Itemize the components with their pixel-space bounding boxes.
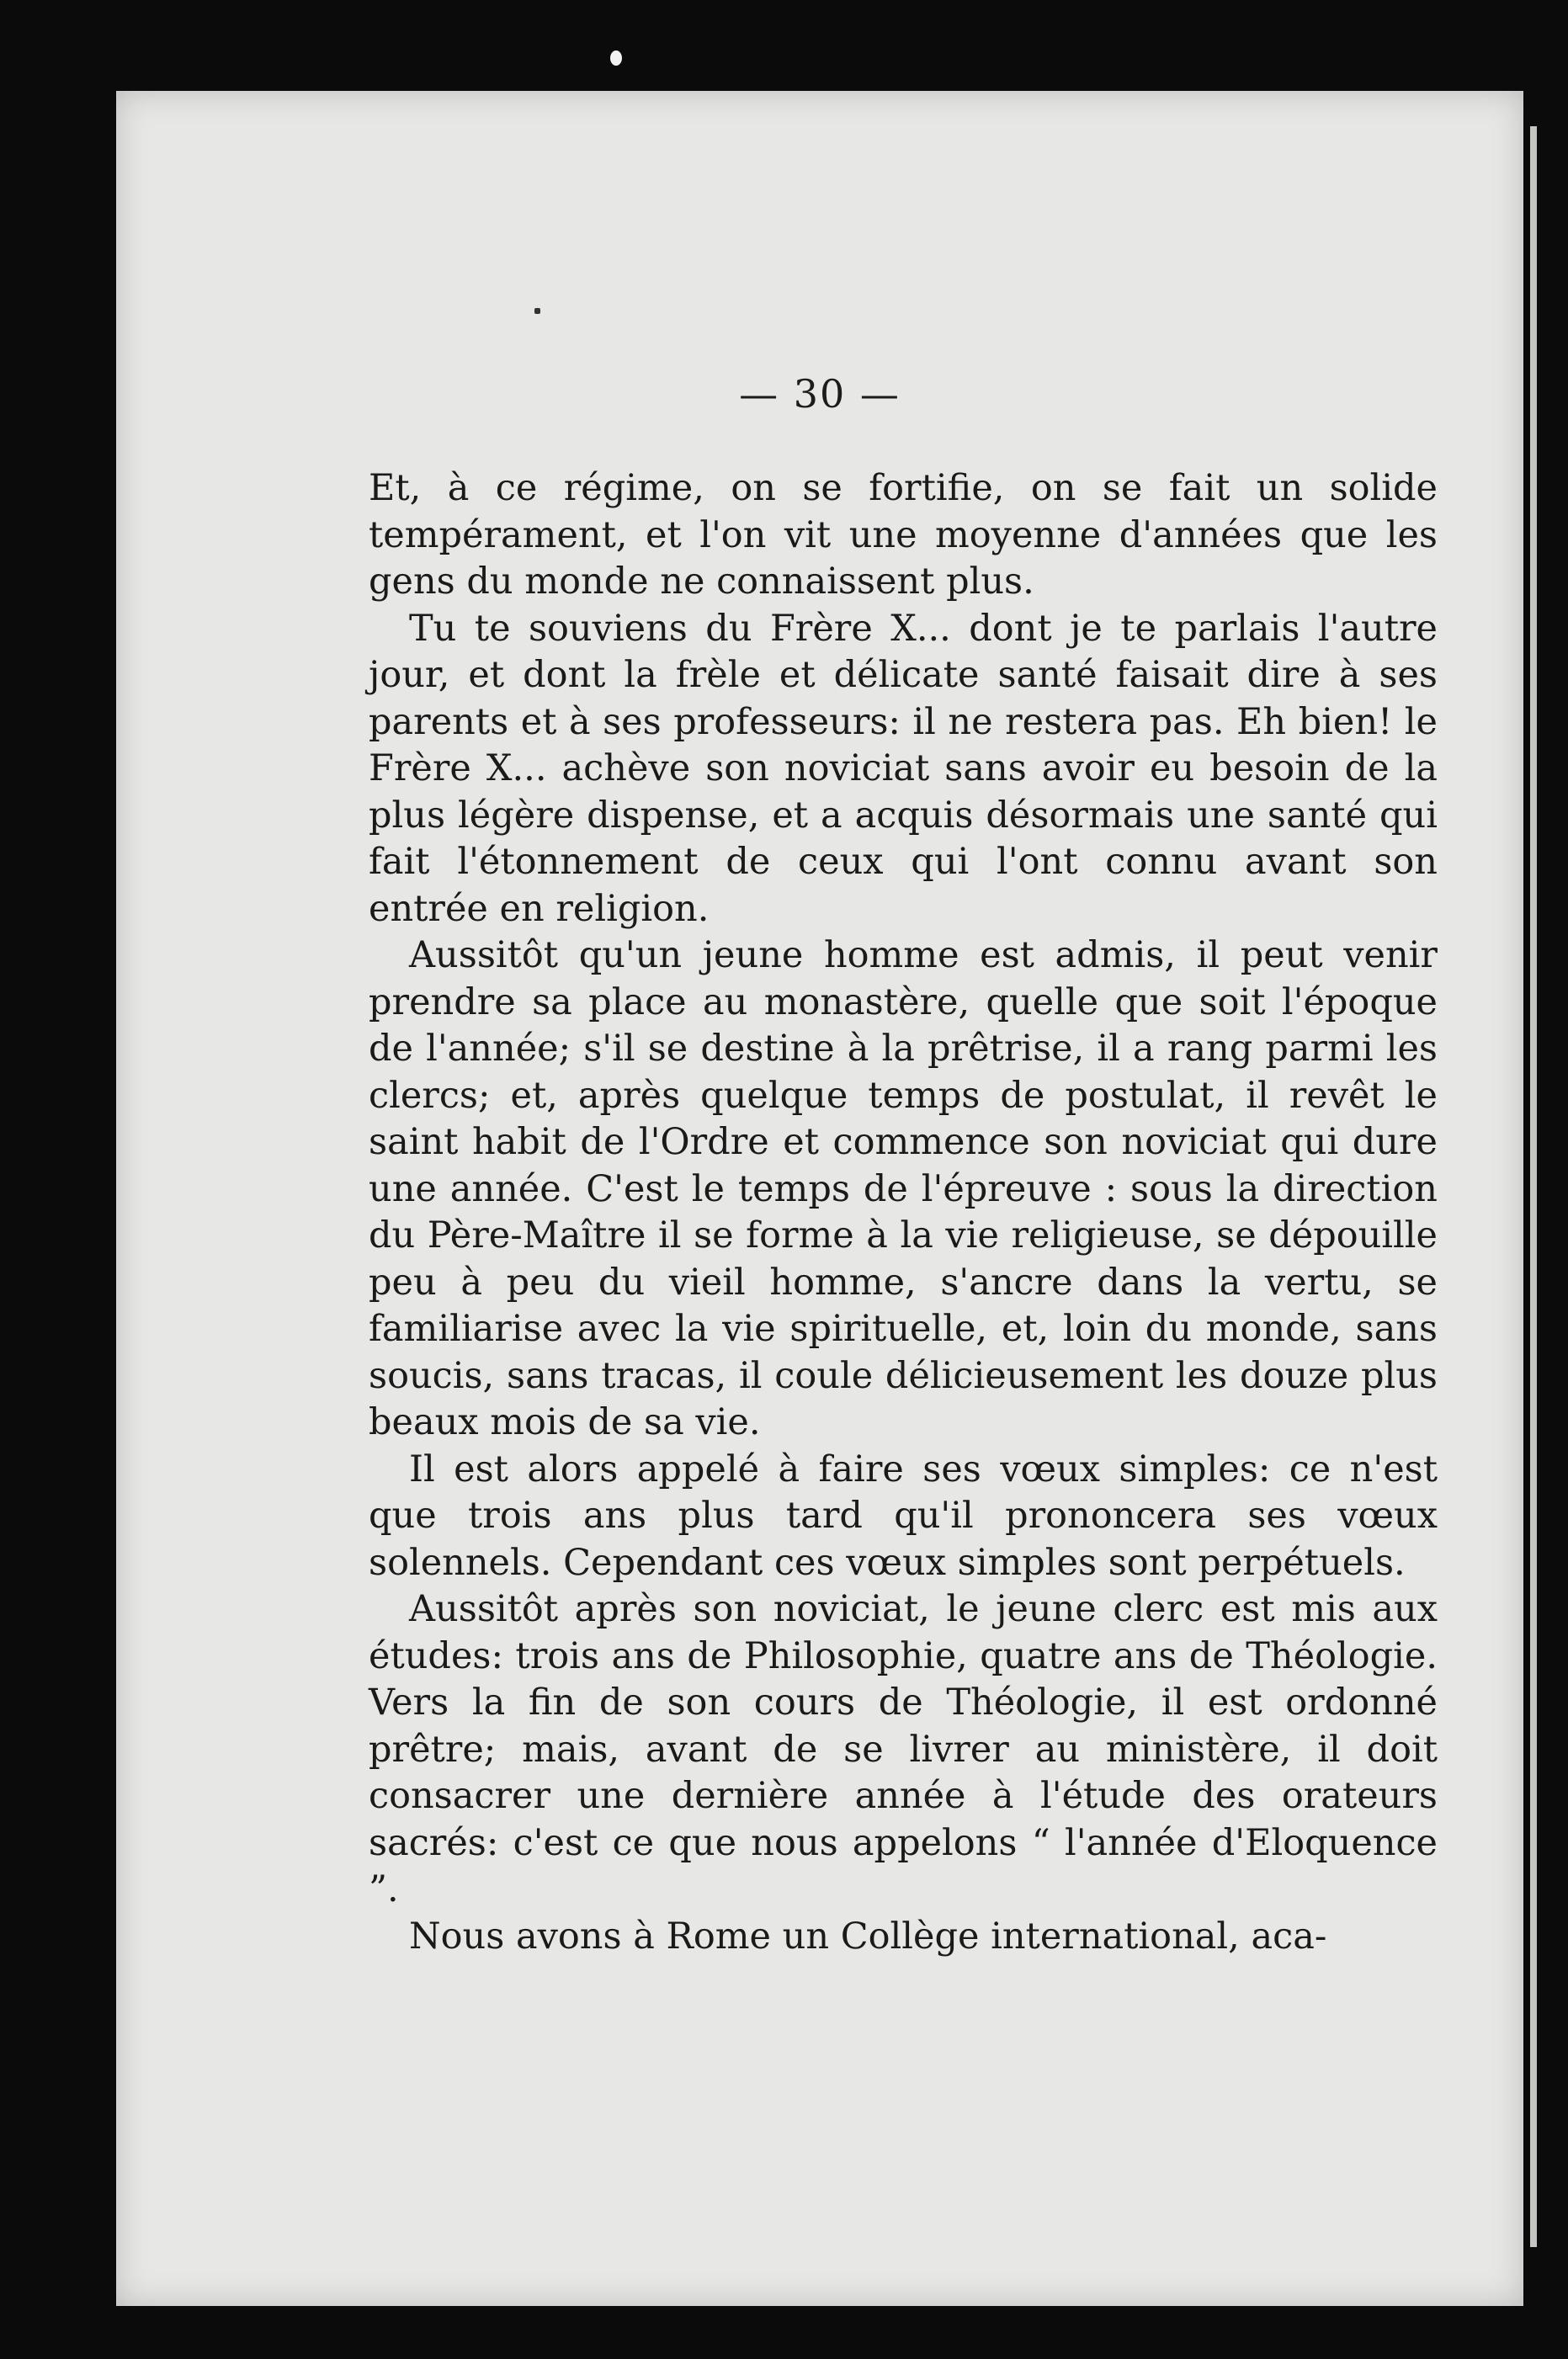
paragraph: Nous avons à Rome un Collège international, aca- [409,1915,1327,1958]
paragraph: Il est alors appelé à faire ses vœux simples: ce n'est que trois ans plus tard qu'il prononcera ses vœux solennels. Cependant ces vœux simples sont perpétuels. [369,1448,1438,1584]
page-number: — 30 — [739,371,901,417]
paragraph: Et, à ce régime, on se fortifie, on se fait un solide tempérament, et l'on vit une moyenne d'années que les gens du monde ne connaissent plus. [369,467,1438,603]
body-text [369,465,1438,1960]
binding-hole [610,50,622,66]
paragraph: Aussitôt qu'un jeune homme est admis, il peut venir prendre sa place au monastère, quelle que soit l'époque de l'année; s'il se destine à la prêtrise, il a rang parmi les clercs; et, après quelque temps de postulat, il revêt le saint habit de l'Ordre et commence son noviciat qui dure une année. C'est le temps de l'épreuve : sous la direction du Père-Maître il se forme à la vie religieuse, se dépouille peu à peu du vieil homme, s'ancre dans la vertu, se familiarise avec la vie spirituelle, et, loin du monde, sans soucis, sans tracas, il coule délicieusement les douze plus beaux mois de sa vie. [369,934,1438,1443]
paragraph: Aussitôt après son noviciat, le jeune clerc est mis aux études: trois ans de Philosophie, quatre ans de Théologie. Vers la fin de son cours de Théologie, il est ordonné prêtre; mais, avant de se livrer au ministère, il doit consacrer une dernière année à l'étude des orateurs sacrés: c'est ce que nous appelons “ l'année d'Eloquence ”. [369,1588,1438,1910]
paragraph: Tu te souviens du Frère X... dont je te parlais l'autre jour, et dont la frèle et délicate santé faisait dire à ses parents et à ses professeurs: il ne restera pas. Eh bien! le Frère X... achève son noviciat sans avoir eu besoin de la plus légère dispense, et a acquis désormais une santé qui fait l'étonnement de ceux qui l'ont connu avant son entrée en religion. [369,607,1438,930]
book-page [116,91,1523,2306]
adjacent-page-edge [1530,126,1537,2247]
ink-speck [534,308,540,314]
